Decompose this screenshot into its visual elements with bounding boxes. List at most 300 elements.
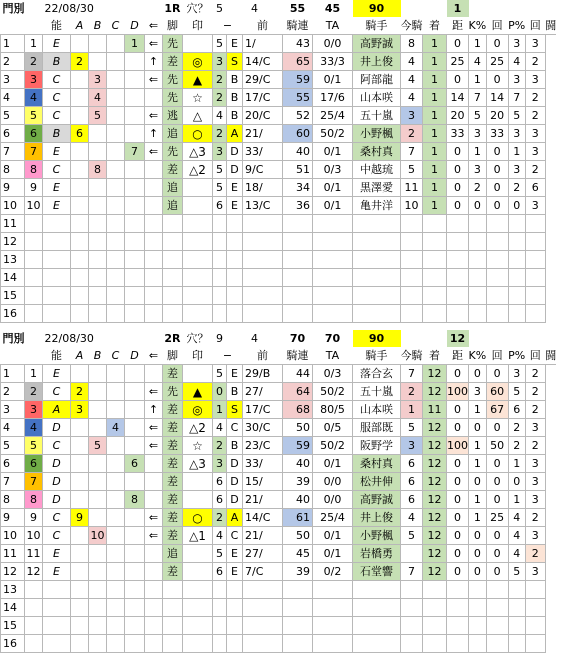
empty-cell — [125, 287, 145, 305]
jockey-rate: 0/0 — [313, 473, 353, 491]
empty-cell — [71, 233, 89, 251]
p-pct: 0 — [486, 197, 508, 215]
col-d — [125, 197, 145, 215]
arrow-cell: ⇐ — [145, 527, 163, 545]
empty-cell — [71, 599, 89, 617]
col-b — [89, 473, 107, 491]
mark-cell — [183, 197, 213, 215]
rank-cell: D — [43, 473, 71, 491]
header-8: − — [213, 347, 243, 365]
frame-number: 3 — [25, 401, 43, 419]
rank-cell: D — [43, 491, 71, 509]
k-pct: 0 — [447, 563, 469, 581]
col-a — [71, 71, 89, 89]
empty-cell — [423, 599, 447, 617]
empty-cell — [89, 305, 107, 323]
empty-cell — [243, 617, 283, 635]
col-a — [71, 161, 89, 179]
table-row — [1, 599, 557, 617]
empty-cell — [401, 635, 423, 653]
ta-cell: 45 — [283, 545, 313, 563]
rank-cell: C — [43, 437, 71, 455]
table-row — [1, 365, 557, 383]
table-row — [1, 161, 557, 179]
empty-cell — [183, 269, 213, 287]
prev-cell: B — [227, 89, 243, 107]
empty-cell — [227, 305, 243, 323]
empty-cell — [71, 635, 89, 653]
minus-cell: 5 — [213, 179, 227, 197]
prev-cell: D — [227, 143, 243, 161]
jockey-name: 中越琉 — [353, 161, 401, 179]
race-1-sheet — [0, 0, 578, 323]
k-pct: 0 — [447, 161, 469, 179]
table-row — [1, 527, 557, 545]
empty-cell — [227, 233, 243, 251]
k-count: 0 — [469, 563, 487, 581]
k-pct: 0 — [447, 143, 469, 161]
header-gate — [1, 17, 43, 35]
empty-cell — [313, 581, 353, 599]
fight-cell: 2 — [525, 401, 545, 419]
rank-cell: E — [43, 179, 71, 197]
empty-cell — [25, 233, 43, 251]
mark-cell: ○ — [183, 125, 213, 143]
header-18: P% — [508, 347, 525, 365]
frame-number: 12 — [25, 563, 43, 581]
empty-cell — [313, 635, 353, 653]
rank-cell: D — [43, 419, 71, 437]
ta-cell: 40 — [283, 491, 313, 509]
empty-cell — [313, 599, 353, 617]
header-15: 距 — [447, 17, 469, 35]
empty-cell — [401, 287, 423, 305]
col-d — [125, 125, 145, 143]
empty-cell — [243, 305, 283, 323]
empty-cell — [469, 599, 487, 617]
finish-cell: 6 — [401, 473, 423, 491]
ta-cell: 36 — [283, 197, 313, 215]
distance-cell: 1 — [423, 161, 447, 179]
empty-cell — [71, 305, 89, 323]
rank-cell: C — [43, 161, 71, 179]
empty-cell — [25, 581, 43, 599]
col-a — [71, 473, 89, 491]
jockey-rank: 7/C — [243, 563, 283, 581]
spacer — [469, 330, 557, 347]
header-12: 騎手 — [353, 347, 401, 365]
rank-cell: E — [43, 365, 71, 383]
leg-style: 先 — [163, 35, 183, 53]
mark-cell: △ — [183, 107, 213, 125]
arrow-cell: ⇐ — [145, 509, 163, 527]
k-count: 1 — [469, 455, 487, 473]
empty-cell — [213, 617, 227, 635]
finish-cell: 1 — [401, 401, 423, 419]
leg-style: 追 — [163, 197, 183, 215]
leg-style: 差 — [163, 419, 183, 437]
k-count: 1 — [469, 509, 487, 527]
col-a — [71, 419, 89, 437]
ta-cell: 39 — [283, 563, 313, 581]
k-pct: 0 — [447, 365, 469, 383]
col-b — [89, 563, 107, 581]
jockey-name: 石堂響 — [353, 563, 401, 581]
count-a: 9 — [216, 331, 223, 345]
row-number: 4 — [1, 89, 25, 107]
empty-cell — [447, 233, 469, 251]
col-c — [107, 437, 125, 455]
jockey-rank: 20/C — [243, 107, 283, 125]
jockey-rank: 27/ — [243, 383, 283, 401]
arrow-cell: ↑ — [145, 401, 163, 419]
mark-cell: ☆ — [183, 437, 213, 455]
empty-cell — [508, 251, 525, 269]
ta-cell: 34 — [283, 179, 313, 197]
empty-cell — [107, 287, 125, 305]
race-2-sheet — [0, 330, 578, 653]
empty-cell — [283, 581, 313, 599]
count-a: 5 — [216, 1, 223, 15]
leg-style: 先 — [163, 383, 183, 401]
arrow-cell — [145, 179, 163, 197]
empty-cell — [353, 581, 401, 599]
row-number: 10 — [1, 197, 25, 215]
empty-cell — [71, 251, 89, 269]
jockey-name: 井上俊 — [353, 53, 401, 71]
col-a — [71, 491, 89, 509]
empty-cell — [183, 305, 213, 323]
col-b: 3 — [89, 71, 107, 89]
col-b — [89, 509, 107, 527]
row-number: 15 — [1, 617, 25, 635]
fight-cell: 2 — [525, 107, 545, 125]
p-count: 1 — [508, 143, 525, 161]
col-c — [107, 527, 125, 545]
empty-cell — [145, 233, 163, 251]
header-1: A — [71, 17, 89, 35]
col-b: 5 — [89, 107, 107, 125]
jockey-rank: 17/C — [243, 89, 283, 107]
k-pct: 0 — [447, 179, 469, 197]
frame-number: 3 — [25, 71, 43, 89]
empty-cell — [508, 617, 525, 635]
col-d: 7 — [125, 143, 145, 161]
col-b — [89, 125, 107, 143]
prev-cell: B — [227, 71, 243, 89]
p-count: 4 — [508, 53, 525, 71]
rank-cell: D — [43, 455, 71, 473]
fight-cell: 6 — [525, 179, 545, 197]
col-b — [89, 491, 107, 509]
frame-number: 10 — [25, 527, 43, 545]
arrow-cell — [145, 161, 163, 179]
empty-cell — [145, 269, 163, 287]
jockey-name: 井上俊 — [353, 509, 401, 527]
p-pct: 25 — [486, 53, 508, 71]
jockey-rate: 0/1 — [313, 179, 353, 197]
jockey-name: 山本咲 — [353, 89, 401, 107]
row-number: 11 — [1, 545, 25, 563]
empty-cell — [43, 251, 71, 269]
col-b — [89, 545, 107, 563]
empty-cell — [25, 215, 43, 233]
row-number: 15 — [1, 287, 25, 305]
mark-cell: △3 — [183, 143, 213, 161]
jockey-rate: 80/5 — [313, 401, 353, 419]
table-row — [1, 89, 557, 107]
row-number: 6 — [1, 455, 25, 473]
p-count: 0 — [508, 197, 525, 215]
p-count: 4 — [508, 509, 525, 527]
p-pct: 0 — [486, 143, 508, 161]
table-row — [1, 509, 557, 527]
fight-cell: 2 — [525, 383, 545, 401]
col-a — [71, 527, 89, 545]
col-d — [125, 107, 145, 125]
mark-cell — [183, 365, 213, 383]
table-row — [1, 491, 557, 509]
frame-number: 5 — [25, 437, 43, 455]
minus-cell: 2 — [213, 437, 227, 455]
p-count: 3 — [508, 161, 525, 179]
leg-style: 差 — [163, 401, 183, 419]
k-pct: 20 — [447, 107, 469, 125]
race-number: 2R — [164, 331, 181, 345]
empty-cell — [145, 251, 163, 269]
k-pct: 0 — [447, 71, 469, 89]
empty-cell — [107, 305, 125, 323]
jockey-rate: 50/2 — [313, 125, 353, 143]
leg-style: 先 — [163, 143, 183, 161]
arrow-cell — [145, 197, 163, 215]
empty-cell — [283, 635, 313, 653]
jockey-name: 桑村真 — [353, 143, 401, 161]
jockey-rate: 0/3 — [313, 161, 353, 179]
minus-cell: 3 — [213, 53, 227, 71]
finish-cell: 6 — [401, 491, 423, 509]
header-16: K% — [469, 17, 487, 35]
empty-cell — [508, 215, 525, 233]
rank-cell: E — [43, 143, 71, 161]
jockey-rank: 23/C — [243, 437, 283, 455]
table-row — [1, 635, 557, 653]
empty-cell — [227, 251, 243, 269]
arrow-cell: ⇐ — [145, 35, 163, 53]
row-number: 9 — [1, 179, 25, 197]
empty-cell — [213, 305, 227, 323]
table-row — [1, 563, 557, 581]
empty-cell — [401, 617, 423, 635]
empty-cell — [125, 233, 145, 251]
empty-cell — [243, 233, 283, 251]
col-c — [107, 455, 125, 473]
empty-cell — [145, 581, 163, 599]
rank-cell: E — [43, 563, 71, 581]
p-pct: 0 — [486, 473, 508, 491]
leg-style: 先 — [163, 89, 183, 107]
k-pct: 0 — [447, 455, 469, 473]
empty-cell — [283, 233, 313, 251]
jockey-rate: 0/0 — [313, 491, 353, 509]
rank-cell: B — [43, 125, 71, 143]
empty-cell — [313, 305, 353, 323]
finish-cell — [401, 545, 423, 563]
mark-cell — [183, 473, 213, 491]
distance-cell: 1 — [423, 179, 447, 197]
empty-cell — [107, 233, 125, 251]
empty-cell — [353, 251, 401, 269]
row-number: 13 — [1, 581, 25, 599]
jockey-rank: 13/C — [243, 197, 283, 215]
col-d — [125, 71, 145, 89]
rank-cell: C — [43, 107, 71, 125]
col-d — [125, 401, 145, 419]
empty-cell — [145, 635, 163, 653]
rank-cell: C — [43, 383, 71, 401]
empty-cell — [447, 617, 469, 635]
p-pct: 0 — [486, 179, 508, 197]
empty-cell — [447, 635, 469, 653]
distance-cell: 12 — [423, 509, 447, 527]
arrow-cell — [145, 89, 163, 107]
empty-cell — [227, 635, 243, 653]
col-d — [125, 437, 145, 455]
empty-cell — [163, 215, 183, 233]
table-row — [1, 179, 557, 197]
gate-label: 門別 — [2, 331, 25, 345]
row-number: 3 — [1, 401, 25, 419]
col-c — [107, 107, 125, 125]
col-a — [71, 35, 89, 53]
ta-cell: 65 — [283, 53, 313, 71]
finish-cell: 4 — [401, 509, 423, 527]
minus-cell: 2 — [213, 125, 227, 143]
row-number: 6 — [1, 125, 25, 143]
arrow-cell: ⇐ — [145, 143, 163, 161]
col-c — [107, 545, 125, 563]
empty-cell — [43, 269, 71, 287]
empty-cell — [313, 251, 353, 269]
fight-cell: 3 — [525, 419, 545, 437]
rank-cell: E — [43, 35, 71, 53]
spacer — [401, 0, 447, 17]
header-10: 騎連 — [283, 347, 313, 365]
frame-number: 6 — [25, 125, 43, 143]
arrow-cell — [145, 491, 163, 509]
finish-cell: 2 — [401, 383, 423, 401]
prev-cell: E — [227, 545, 243, 563]
jockey-name: 山本咲 — [353, 401, 401, 419]
ta-cell: 59 — [283, 437, 313, 455]
empty-cell — [353, 617, 401, 635]
empty-cell — [145, 617, 163, 635]
empty-cell — [227, 599, 243, 617]
table-row — [1, 455, 557, 473]
header-5: ⇐ — [145, 17, 163, 35]
p-pct: 0 — [486, 545, 508, 563]
p-pct: 0 — [486, 563, 508, 581]
fight-cell: 2 — [525, 53, 545, 71]
p-count: 5 — [508, 107, 525, 125]
fight-cell: 2 — [525, 89, 545, 107]
header-7: 印 — [183, 347, 213, 365]
finish-cell: 4 — [401, 53, 423, 71]
empty-cell — [525, 617, 545, 635]
ta-cell: 61 — [283, 509, 313, 527]
empty-cell — [469, 215, 487, 233]
col-d — [125, 563, 145, 581]
arrow-cell — [145, 473, 163, 491]
empty-cell — [353, 305, 401, 323]
jockey-rate: 0/1 — [313, 71, 353, 89]
col-d — [125, 545, 145, 563]
col-d — [125, 419, 145, 437]
mark-cell — [183, 563, 213, 581]
leg-style: 追 — [163, 125, 183, 143]
leg-style: 追 — [163, 179, 183, 197]
p-pct: 67 — [486, 401, 508, 419]
header-11: TA — [313, 347, 353, 365]
k-pct: 100 — [447, 437, 469, 455]
distance-cell: 12 — [423, 383, 447, 401]
empty-cell — [508, 305, 525, 323]
col-d — [125, 161, 145, 179]
frame-number: 1 — [25, 35, 43, 53]
col-b — [89, 455, 107, 473]
prev-cell: E — [227, 179, 243, 197]
distance-cell: 12 — [423, 545, 447, 563]
jockey-rank: 21/ — [243, 125, 283, 143]
leg-style: 追 — [163, 545, 183, 563]
empty-cell — [213, 635, 227, 653]
distance-cell: 1 — [423, 197, 447, 215]
mark-cell: △2 — [183, 419, 213, 437]
minus-cell: 3 — [213, 455, 227, 473]
jockey-rate: 25/4 — [313, 107, 353, 125]
empty-cell — [243, 635, 283, 653]
finish-cell: 5 — [401, 527, 423, 545]
col-a: 3 — [71, 401, 89, 419]
empty-cell — [89, 617, 107, 635]
mark-cell: △1 — [183, 527, 213, 545]
row-number: 10 — [1, 527, 25, 545]
distance-cell: 12 — [423, 527, 447, 545]
minus-cell: 5 — [213, 161, 227, 179]
k-count: 0 — [469, 419, 487, 437]
empty-cell — [89, 251, 107, 269]
row-number: 1 — [1, 35, 25, 53]
table-row — [1, 269, 557, 287]
empty-cell — [243, 599, 283, 617]
fight-cell: 2 — [525, 545, 545, 563]
empty-cell — [283, 287, 313, 305]
finish-cell: 2 — [401, 125, 423, 143]
header-9: 前 — [243, 347, 283, 365]
mark-cell: ○ — [183, 509, 213, 527]
table-row — [1, 215, 557, 233]
col-d — [125, 473, 145, 491]
empty-cell — [469, 581, 487, 599]
distance-cell: 12 — [423, 437, 447, 455]
k-count: 2 — [469, 179, 487, 197]
header-14: 着 — [423, 17, 447, 35]
count-b: 4 — [251, 1, 258, 15]
score-b: 70 — [324, 331, 341, 345]
finish-cell: 5 — [401, 419, 423, 437]
empty-cell — [353, 269, 401, 287]
empty-cell — [213, 233, 227, 251]
